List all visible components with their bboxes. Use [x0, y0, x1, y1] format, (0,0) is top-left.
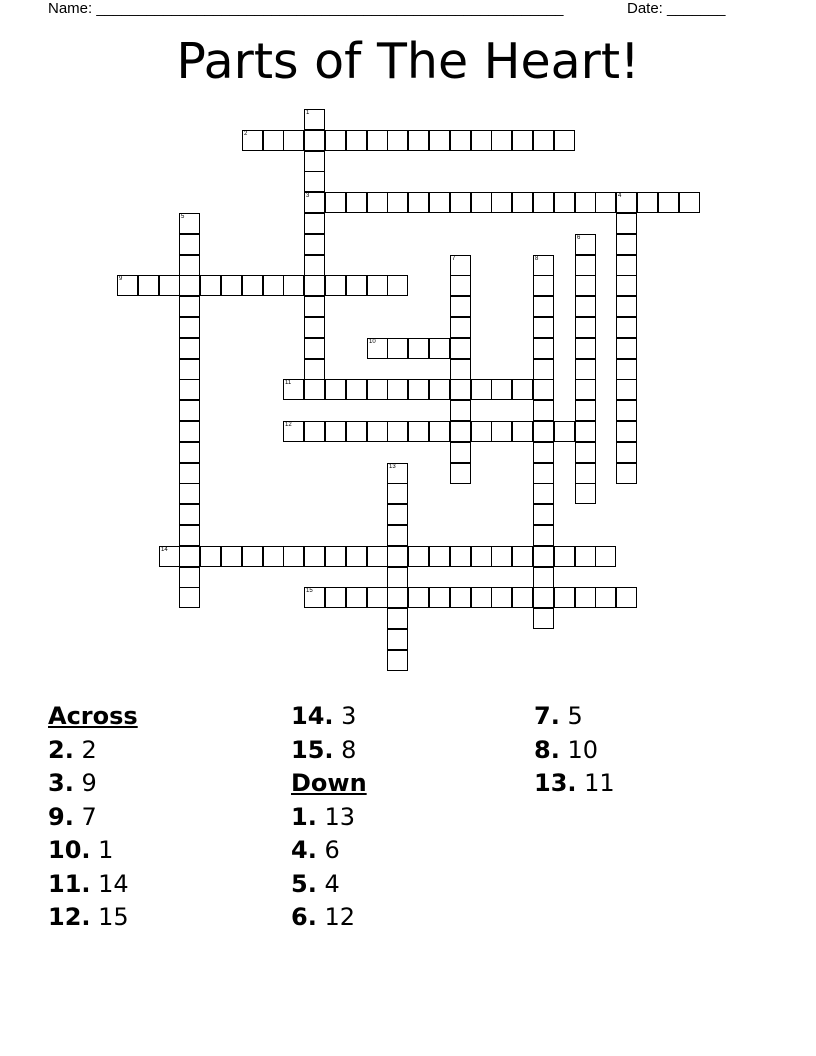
crossword-cell[interactable] [575, 317, 596, 338]
crossword-cell[interactable] [408, 130, 429, 151]
cell-number: 14 [161, 547, 168, 553]
crossword-cell[interactable] [533, 338, 554, 359]
crossword-cell[interactable] [533, 463, 554, 484]
crossword-cell[interactable] [304, 130, 325, 151]
crossword-cell[interactable] [346, 275, 367, 296]
crossword-cell[interactable] [533, 359, 554, 380]
crossword-cell[interactable] [367, 546, 388, 567]
crossword-cell[interactable] [325, 192, 346, 213]
cell-number: 1 [306, 110, 310, 116]
crossword-cell[interactable] [491, 192, 512, 213]
crossword-cell[interactable] [387, 587, 408, 608]
crossword-cell[interactable] [179, 234, 200, 255]
crossword-cell[interactable] [616, 255, 637, 276]
crossword-cell[interactable] [367, 379, 388, 400]
crossword-cell[interactable] [429, 338, 450, 359]
down-heading: Down [291, 769, 367, 797]
clue-across-12: 12. 15 [48, 903, 129, 931]
crossword-cell[interactable] [491, 546, 512, 567]
crossword-cell[interactable] [304, 338, 325, 359]
crossword-cell[interactable] [512, 587, 533, 608]
crossword-cell[interactable] [554, 587, 575, 608]
crossword-cell[interactable] [616, 421, 637, 442]
cell-number: 7 [452, 256, 456, 262]
crossword-cell[interactable] [179, 400, 200, 421]
crossword-cell[interactable] [179, 359, 200, 380]
crossword-cell[interactable] [221, 275, 242, 296]
cell-number: 4 [618, 193, 622, 199]
crossword-cell[interactable] [346, 546, 367, 567]
crossword-cell[interactable] [533, 400, 554, 421]
crossword-cell[interactable] [179, 442, 200, 463]
crossword-cell[interactable] [179, 338, 200, 359]
crossword-cell[interactable] [179, 546, 200, 567]
crossword-cell[interactable] [533, 379, 554, 400]
crossword-cell[interactable] [304, 171, 325, 192]
crossword-cell[interactable] [408, 546, 429, 567]
crossword-cell[interactable] [616, 379, 637, 400]
crossword-cell[interactable] [304, 151, 325, 172]
crossword-cell[interactable] [283, 546, 304, 567]
crossword-cell[interactable] [429, 587, 450, 608]
crossword-cell[interactable] [179, 504, 200, 525]
crossword-cell[interactable] [450, 421, 471, 442]
crossword-cell[interactable] [450, 296, 471, 317]
crossword-cell[interactable] [387, 629, 408, 650]
clue-down-1: 1. 13 [291, 802, 356, 831]
crossword-cell[interactable] [595, 192, 616, 213]
cell-number: 3 [306, 193, 310, 199]
crossword-cell[interactable] [325, 275, 346, 296]
crossword-cell[interactable] [637, 192, 658, 213]
crossword-cell[interactable] [179, 317, 200, 338]
clue-across-11: 11. 14 [48, 869, 129, 898]
crossword-cell[interactable] [575, 587, 596, 608]
crossword-cell[interactable] [533, 587, 554, 608]
crossword-cell[interactable] [387, 192, 408, 213]
cell-number: 2 [244, 131, 248, 137]
crossword-cell[interactable] [346, 192, 367, 213]
crossword-cell[interactable] [533, 525, 554, 546]
crossword-cell[interactable] [346, 587, 367, 608]
crossword-cell[interactable] [491, 587, 512, 608]
crossword-cell[interactable] [450, 442, 471, 463]
crossword-cell[interactable] [304, 317, 325, 338]
crossword-cell[interactable] [346, 421, 367, 442]
crossword-cell[interactable] [471, 546, 492, 567]
crossword-cell[interactable] [533, 504, 554, 525]
crossword-cell[interactable] [575, 296, 596, 317]
crossword-cell[interactable] [575, 463, 596, 484]
crossword-cell[interactable] [304, 192, 325, 213]
crossword-cell[interactable] [575, 442, 596, 463]
cell-number: 9 [119, 276, 123, 282]
crossword-cell[interactable] [575, 338, 596, 359]
crossword-cell[interactable] [616, 587, 637, 608]
crossword-cell[interactable] [450, 275, 471, 296]
crossword-cell[interactable] [616, 359, 637, 380]
clue-across-2: 2. 2 [48, 735, 97, 764]
clue-down-7: 7. 5 [534, 702, 583, 730]
crossword-cell[interactable] [575, 234, 596, 255]
clue-column-1 [48, 700, 278, 935]
cell-number: 10 [369, 339, 376, 345]
crossword-cell[interactable] [408, 338, 429, 359]
clue-down-5: 5. 4 [291, 869, 340, 898]
crossword-cell[interactable] [387, 546, 408, 567]
clue-across-14: 14. 3 [291, 702, 357, 730]
crossword-cell[interactable] [512, 192, 533, 213]
crossword-cell[interactable] [450, 338, 471, 359]
crossword-cell[interactable] [512, 130, 533, 151]
crossword-cell[interactable] [450, 192, 471, 213]
crossword-cell[interactable] [616, 275, 637, 296]
crossword-cell[interactable] [450, 379, 471, 400]
cell-number: 15 [306, 588, 313, 594]
name-field[interactable]: Name: ________________________________________________________ [48, 0, 564, 17]
crossword-cell[interactable] [387, 338, 408, 359]
crossword-cell[interactable] [387, 650, 408, 671]
crossword-cell[interactable] [658, 192, 679, 213]
clue-down-6: 6. 12 [291, 903, 356, 931]
crossword-cell[interactable] [179, 275, 200, 296]
crossword-cell[interactable] [429, 192, 450, 213]
crossword-cell[interactable] [138, 275, 159, 296]
crossword-cell[interactable] [595, 587, 616, 608]
crossword-cell[interactable] [179, 213, 200, 234]
crossword-cell[interactable] [575, 379, 596, 400]
crossword-cell[interactable] [533, 567, 554, 588]
crossword-cell[interactable] [367, 192, 388, 213]
crossword-cell[interactable] [533, 483, 554, 504]
crossword-cell[interactable] [304, 359, 325, 380]
crossword-cell[interactable] [533, 275, 554, 296]
crossword-cell[interactable] [387, 379, 408, 400]
crossword-cell[interactable] [533, 296, 554, 317]
crossword-cell[interactable] [450, 255, 471, 276]
crossword-cell[interactable] [221, 546, 242, 567]
crossword-cell[interactable] [283, 379, 304, 400]
crossword-cell[interactable] [533, 130, 554, 151]
crossword-cell[interactable] [263, 275, 284, 296]
crossword-cell[interactable] [533, 608, 554, 629]
crossword-cell[interactable] [387, 608, 408, 629]
crossword-cell[interactable] [263, 546, 284, 567]
crossword-cell[interactable] [304, 379, 325, 400]
crossword-cell[interactable] [325, 546, 346, 567]
crossword-cell[interactable] [575, 421, 596, 442]
crossword-cell[interactable] [387, 525, 408, 546]
page-title: Parts of The Heart! [176, 33, 640, 90]
cell-number: 11 [285, 380, 292, 386]
crossword-cell[interactable] [533, 192, 554, 213]
crossword-cell[interactable] [450, 463, 471, 484]
crossword-cell[interactable] [159, 546, 180, 567]
crossword-cell[interactable] [200, 546, 221, 567]
crossword-cell[interactable] [533, 442, 554, 463]
clue-across-10: 10. 1 [48, 836, 114, 864]
crossword-cell[interactable] [575, 483, 596, 504]
crossword-cell[interactable] [200, 275, 221, 296]
crossword-cell[interactable] [304, 421, 325, 442]
crossword-cell[interactable] [179, 567, 200, 588]
crossword-cell[interactable] [367, 421, 388, 442]
crossword-cell[interactable] [387, 463, 408, 484]
clue-across-3: 3. 9 [48, 769, 97, 797]
crossword-cell[interactable] [450, 130, 471, 151]
crossword-cell[interactable] [450, 317, 471, 338]
crossword-cell[interactable] [450, 587, 471, 608]
crossword-cell[interactable] [554, 546, 575, 567]
crossword-cell[interactable] [450, 359, 471, 380]
cell-number: 12 [285, 422, 292, 428]
crossword-cell[interactable] [304, 275, 325, 296]
crossword-cell[interactable] [616, 463, 637, 484]
crossword-cell[interactable] [512, 379, 533, 400]
crossword-cell[interactable] [450, 400, 471, 421]
crossword-cell[interactable] [283, 421, 304, 442]
crossword-cell[interactable] [346, 379, 367, 400]
cell-number: 6 [577, 235, 581, 241]
cell-number: 13 [389, 464, 396, 470]
across-heading: Across [48, 702, 138, 730]
crossword-cell[interactable] [408, 421, 429, 442]
crossword-cell[interactable] [159, 275, 180, 296]
cell-number: 8 [535, 256, 539, 262]
crossword-cell[interactable] [304, 296, 325, 317]
crossword-cell[interactable] [387, 421, 408, 442]
crossword-cell[interactable] [575, 192, 596, 213]
crossword-cell[interactable] [408, 192, 429, 213]
crossword-cell[interactable] [471, 379, 492, 400]
crossword-cell[interactable] [554, 130, 575, 151]
crossword-cell[interactable] [408, 587, 429, 608]
crossword-cell[interactable] [429, 546, 450, 567]
crossword-cell[interactable] [304, 587, 325, 608]
crossword-cell[interactable] [554, 192, 575, 213]
crossword-cell[interactable] [367, 338, 388, 359]
crossword-cell[interactable] [367, 130, 388, 151]
crossword-cell[interactable] [304, 546, 325, 567]
clue-column-3 [534, 700, 764, 801]
crossword-cell[interactable] [429, 130, 450, 151]
crossword-cell[interactable] [117, 275, 138, 296]
crossword-cell[interactable] [242, 130, 263, 151]
crossword-cell[interactable] [471, 192, 492, 213]
crossword-cell[interactable] [575, 359, 596, 380]
crossword-cell[interactable] [616, 234, 637, 255]
crossword-cell[interactable] [575, 255, 596, 276]
crossword-cell[interactable] [616, 296, 637, 317]
crossword-cell[interactable] [533, 546, 554, 567]
crossword-cell[interactable] [179, 463, 200, 484]
crossword-cell[interactable] [304, 255, 325, 276]
clue-down-13: 13. 11 [534, 769, 615, 797]
crossword-cell[interactable] [387, 483, 408, 504]
crossword-cell[interactable] [179, 379, 200, 400]
crossword-cell[interactable] [429, 421, 450, 442]
crossword-cell[interactable] [575, 275, 596, 296]
crossword-cell[interactable] [595, 546, 616, 567]
crossword-cell[interactable] [304, 109, 325, 130]
crossword-cell[interactable] [575, 546, 596, 567]
clue-down-4: 4. 6 [291, 836, 340, 864]
crossword-cell[interactable] [408, 379, 429, 400]
crossword-cell[interactable] [242, 546, 263, 567]
crossword-cell[interactable] [491, 421, 512, 442]
crossword-cell[interactable] [304, 234, 325, 255]
crossword-cell[interactable] [387, 504, 408, 525]
crossword-cell[interactable] [325, 587, 346, 608]
crossword-cell[interactable] [512, 546, 533, 567]
crossword-cell[interactable] [346, 130, 367, 151]
crossword-cell[interactable] [450, 546, 471, 567]
crossword-cell[interactable] [616, 317, 637, 338]
crossword-cell[interactable] [387, 275, 408, 296]
crossword-cell[interactable] [179, 421, 200, 442]
crossword-cell[interactable] [616, 338, 637, 359]
crossword-cell[interactable] [179, 296, 200, 317]
crossword-cell[interactable] [471, 421, 492, 442]
crossword-cell[interactable] [263, 130, 284, 151]
crossword-cell[interactable] [387, 567, 408, 588]
crossword-cell[interactable] [554, 421, 575, 442]
crossword-cell[interactable] [471, 587, 492, 608]
crossword-cell[interactable] [491, 379, 512, 400]
crossword-cell[interactable] [179, 587, 200, 608]
crossword-cell[interactable] [512, 421, 533, 442]
crossword-cell[interactable] [575, 400, 596, 421]
crossword-cell[interactable] [616, 213, 637, 234]
crossword-cell[interactable] [367, 587, 388, 608]
clue-across-15: 15. 8 [291, 735, 357, 764]
crossword-cell[interactable] [471, 130, 492, 151]
crossword-cell[interactable] [304, 213, 325, 234]
crossword-cell[interactable] [387, 130, 408, 151]
crossword-cell[interactable] [533, 317, 554, 338]
crossword-cell[interactable] [533, 421, 554, 442]
clue-across-9: 9. 7 [48, 802, 97, 831]
crossword-cell[interactable] [325, 130, 346, 151]
crossword-cell[interactable] [679, 192, 700, 213]
crossword-cell[interactable] [283, 275, 304, 296]
date-field[interactable]: Date: _______ [627, 0, 726, 17]
clue-column-2 [291, 700, 521, 935]
crossword-cell[interactable] [616, 192, 637, 213]
crossword-cell[interactable] [325, 379, 346, 400]
crossword-cell[interactable] [242, 275, 263, 296]
crossword-cell[interactable] [179, 255, 200, 276]
crossword-cell[interactable] [491, 130, 512, 151]
crossword-cell[interactable] [429, 379, 450, 400]
crossword-cell[interactable] [179, 483, 200, 504]
crossword-cell[interactable] [533, 255, 554, 276]
crossword-cell[interactable] [367, 275, 388, 296]
cell-number: 5 [181, 214, 185, 220]
crossword-cell[interactable] [179, 525, 200, 546]
clue-down-8: 8. 10 [534, 735, 599, 764]
crossword-cell[interactable] [283, 130, 304, 151]
crossword-cell[interactable] [616, 442, 637, 463]
crossword-cell[interactable] [325, 421, 346, 442]
crossword-cell[interactable] [616, 400, 637, 421]
